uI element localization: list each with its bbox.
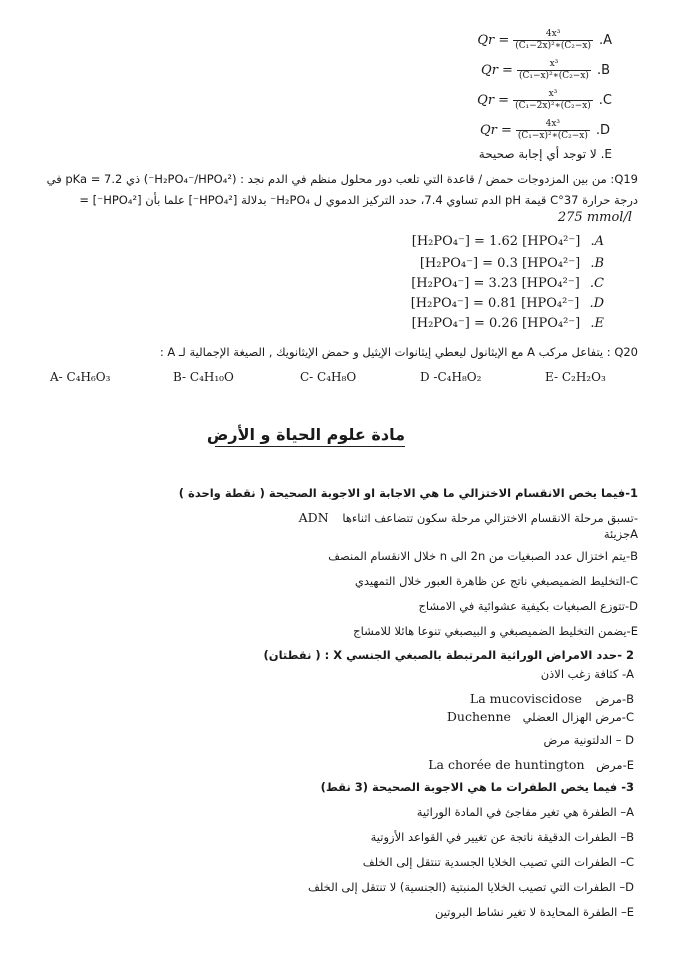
qr-lhs: Qr = <box>477 92 510 108</box>
answer-label: .A <box>590 234 604 249</box>
answer-label: .C <box>589 276 604 291</box>
s1-header: 1-فيما يخص الانقسام الاختزالي ما هي الاجابة او الاجوبة الصحيحة ( نقطة واحدة ) <box>178 486 638 500</box>
qr-denominator: (C₁−x)²∗(C₂−x) <box>517 130 588 141</box>
s2-option-c-ar: C-مرض الهزال العضلي <box>522 710 634 724</box>
answer-expression: [H₂PO₄⁻] = 0.3 [HPO₄²⁻] <box>419 256 581 271</box>
qr-numerator: x³ <box>549 58 559 69</box>
qr-letter: .D <box>595 122 610 138</box>
s2-option-e-latin: La chorée de huntington <box>428 757 585 772</box>
q19-answer-e <box>412 316 604 331</box>
qr-denominator: (C₁−2x)²∗(C₂−x) <box>515 100 591 111</box>
q19-answer-a <box>412 234 604 249</box>
s3-option-d: D– الطفرات التي تصيب الخلايا المنبتية (الجنسية) لا تنتقل إلى الخلف <box>307 880 634 894</box>
s2-option-b <box>470 691 634 706</box>
q20-option-d: D -C₄H₈O₂ <box>420 370 482 384</box>
qr-fraction <box>516 119 590 142</box>
s1-option-a-line1 <box>299 510 638 525</box>
qr-fraction <box>513 29 593 52</box>
answer-expression: [H₂PO₄⁻] = 1.62 [HPO₄²⁻] <box>411 234 581 249</box>
s2-option-c <box>447 709 634 724</box>
s1-option-d: D-تتوزع الصبغيات بكيفية عشوائية في الامشاج <box>418 599 638 613</box>
qr-option-a <box>477 26 612 54</box>
q19-answer-c <box>411 276 604 291</box>
q19-line-1: Q19: من بين المزدوجات حمض / قاعدة التي تلعب دور محلول منظم في الدم نجد : (H₂PO₄⁻/HPO₄²⁻) ذي pKa = 7.2 في <box>46 172 638 186</box>
q19-answer-b <box>420 256 604 271</box>
q19-line-2: درجة حرارة 37°C قيمة pH الدم تساوي 7.4، حدد التركيز الدموي ل H₂PO₄⁻ بدلالة [HPO₄²⁻] علما بأن [HPO₄²⁻] = <box>79 193 638 207</box>
s3-option-c: C– الطفرات التي تصيب الخلايا الجسدية تنتقل إلى الخلف <box>362 855 634 869</box>
qr-option-d <box>480 116 610 144</box>
s2-option-c-latin: Duchenne <box>446 709 511 724</box>
answer-label: .D <box>589 296 604 311</box>
s2-option-e <box>428 757 634 772</box>
s2-option-b-ar: B-مرض <box>595 692 634 706</box>
qr-lhs: Qr = <box>481 62 513 78</box>
s2-option-e-ar: E-مرض <box>596 758 634 772</box>
qr-numerator: 4x³ <box>545 118 561 129</box>
s3-header: 3- فيما يخص الطفرات ما هي الاجوبة الصحيحة (3 نقط) <box>320 780 634 794</box>
qr-letter: .B <box>596 62 610 78</box>
subject-title: مادة علوم الحياة و الأرض <box>215 425 405 447</box>
qr-option-e: E. لا توجد أي إجابة صحيحة <box>478 147 612 161</box>
qr-denominator: (C₁−x)²∗(C₂−x) <box>518 70 589 81</box>
s2-header: 2 -حدد الامراض الوراثية المرتبطة بالصبغي الجنسي X : ( نقطتان) <box>263 648 634 662</box>
qr-lhs: Qr = <box>477 32 510 48</box>
s3-option-a: A– الطفرة هي تغير مفاجئ في المادة الوراثية <box>416 805 634 819</box>
answer-expression: [H₂PO₄⁻] = 0.26 [HPO₄²⁻] <box>411 316 581 331</box>
q20-option-c: C- C₄H₈O <box>300 370 357 384</box>
qr-numerator: 4x³ <box>545 28 561 39</box>
s2-option-d: D – الدلتونية مرض <box>543 733 634 747</box>
answer-label: .E <box>590 316 604 331</box>
s2-option-b-latin: La mucoviscidose <box>469 691 582 706</box>
answer-expression: [H₂PO₄⁻] = 0.81 [HPO₄²⁻] <box>410 296 580 311</box>
s1-option-e: E-يضمن التخليط الضميصبغي و البيصبغي تنوعا هائلا للامشاج <box>353 624 638 638</box>
q19-answer-d <box>411 296 604 311</box>
qr-lhs: Qr = <box>479 122 512 138</box>
q20-option-b: B- C₄H₁₀O <box>173 370 234 384</box>
answer-expression: [H₂PO₄⁻] = 3.23 [HPO₄²⁻] <box>411 276 580 291</box>
q19-line-3: 275 mmol/l <box>557 210 632 225</box>
qr-letter: .A <box>598 32 612 48</box>
qr-denominator: (C₁−2x)²∗(C₂−x) <box>515 40 591 51</box>
s1-option-a-adn: ADN <box>298 510 329 525</box>
s1-option-c: C-التخليط الضميصبغي ناتج عن ظاهرة العبور خلال التمهيدي <box>354 574 638 588</box>
qr-option-b <box>481 56 610 84</box>
q20-option-a: A- C₄H₆O₃ <box>50 370 111 384</box>
s1-option-a-text: -تسبق مرحلة الانقسام الاختزالي مرحلة سكون تتضاعف اثناءها <box>342 511 638 525</box>
s3-option-b: B– الطفرات الدقيقة ناتجة عن تغيير في القواعد الأزوتية <box>370 830 634 844</box>
qr-option-c <box>477 86 612 114</box>
qr-fraction <box>513 89 593 112</box>
s3-option-e: E– الطفرة المحايدة لا تغير نشاط البروتين <box>434 905 634 919</box>
qr-numerator: x³ <box>548 88 558 99</box>
s1-option-b: B-يتم اختزال عدد الصبغيات من 2n الى n خلال الانقسام المنصف <box>328 549 638 563</box>
q20-option-e: E- C₂H₂O₃ <box>545 370 606 384</box>
qr-letter: .C <box>598 92 612 108</box>
answer-label: .B <box>590 256 604 271</box>
q20-question: Q20 : يتفاعل مركب A مع الإيثانول ليعطي إيثانوات الإيثيل و حمض الإيثانويك , الصيغة الإجمالية لـ A : <box>159 345 638 359</box>
qr-fraction <box>517 59 591 82</box>
s2-option-a: A- كثافة زغب الاذن <box>540 667 634 681</box>
s1-option-a-line2: Aجزيئة <box>603 527 638 541</box>
